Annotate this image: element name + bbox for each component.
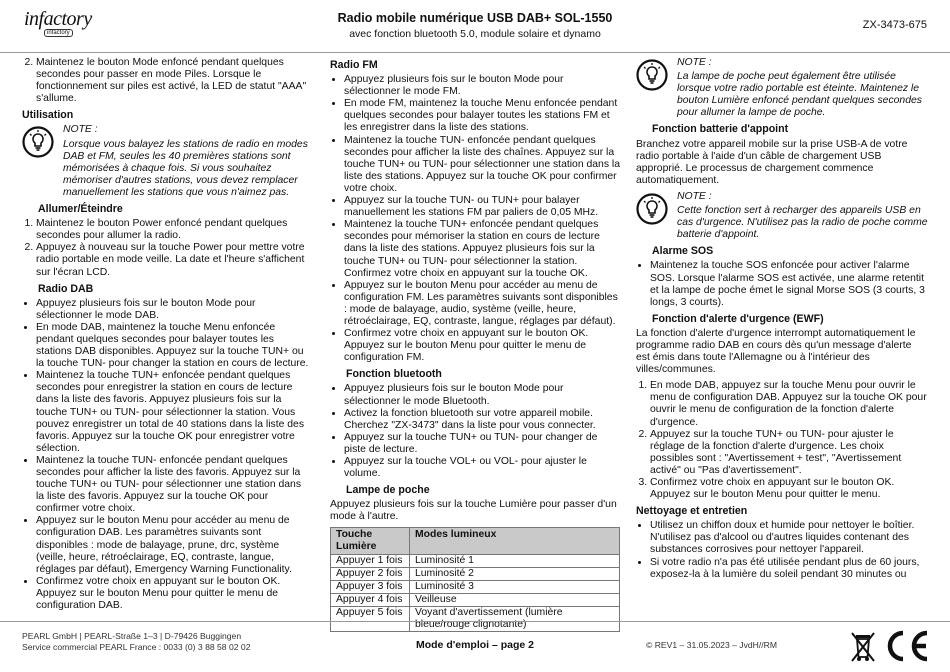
column-3 bbox=[636, 57, 928, 585]
table-row bbox=[331, 581, 620, 594]
list-item: • Confirmez votre choix en appuyant sur le bouton OK. Appuyez sur le bouton Menu pour quitter le menu de configuration DAB. bbox=[36, 576, 310, 612]
section-heading-care: Nettoyage et entretien bbox=[636, 505, 748, 518]
sos-list bbox=[636, 260, 928, 308]
list-item: • Maintenez la touche SOS enfoncée pour activer l'alarme SOS. Lorsque l'alarme SOS est activée, une alarme retentit et la lampe de poche émet le signal Morse SOS (3 courts, 3 longs, 3 courts). bbox=[650, 260, 928, 308]
table-cell: Luminosité 1 bbox=[410, 555, 620, 568]
revision-info: © REV1 – 31.05.2023 – JvdH//RM bbox=[646, 640, 778, 650]
lightbulb-icon bbox=[636, 191, 670, 241]
table-cell: Appuyer 4 fois bbox=[331, 594, 410, 607]
lightbulb-icon bbox=[636, 57, 670, 119]
page-number: Mode d'emploi – page 2 bbox=[415, 639, 535, 651]
list-item: • Confirmez votre choix en appuyant sur le bouton OK. Appuyez sur le bouton Menu pour quitter le menu de configuration FM. bbox=[344, 328, 620, 364]
table-header-cell: Modes lumineux bbox=[410, 528, 620, 555]
list-item: • Activez la fonction bluetooth sur votre appareil mobile. Cherchez "ZX-3473" dans la liste pour vous connecter. bbox=[344, 408, 620, 432]
note-text: Cette fonction sert à recharger des appareils USB en cas d'urgence. N'utilisez pas la radio de poche comme batterie d'appoint. bbox=[677, 205, 928, 241]
column-2 bbox=[330, 57, 620, 632]
list-item: • Appuyez plusieurs fois sur le bouton Mode pour sélectionner le mode FM. bbox=[344, 74, 620, 98]
fm-list bbox=[330, 74, 620, 364]
care-list bbox=[636, 520, 928, 580]
list-item: • Appuyez sur le bouton Menu pour accéder au menu de configuration FM. Les paramètres suivants sont disponibles : mode de balayage, audio, système (veille, heure, rétroéclairage, EQ, contraste, langue, réglages par défaut). bbox=[344, 280, 620, 328]
section-heading-bluetooth: Fonction bluetooth bbox=[346, 368, 442, 381]
table-cell: Voyant d'avertissement (lumière bleue/rouge clignotante) bbox=[410, 607, 620, 632]
section-heading-dab: Radio DAB bbox=[38, 282, 94, 295]
note-title: NOTE : bbox=[63, 124, 98, 136]
dab-list bbox=[22, 298, 310, 612]
list-item: • En mode FM, maintenez la touche Menu enfoncée pendant quelques secondes pour balayer toutes les stations FM et les enregistrer dans la liste des stations. bbox=[344, 98, 620, 134]
weee-bin-icon bbox=[848, 627, 878, 667]
table-header-cell: Touche Lumière bbox=[331, 528, 410, 555]
table-cell: Appuyer 5 fois bbox=[331, 607, 410, 632]
list-item: • Maintenez la touche TUN+ enfoncée pendant quelques secondes pour enregistrer la station en cours de lecture dans la liste des favoris. Appuyez plusieurs fois sur la touche TUN+ ou TUN- pour sélectionner la station. Vous pouvez enregistrer un total de 40 stations dans la liste des favoris. Appuyez sur la touche OK pour enregistrer votre sélection. bbox=[36, 370, 310, 455]
list-item: • Maintenez la touche TUN- enfoncée pendant quelques secondes pour afficher la liste des favoris. Appuyez sur la touche TUN+ ou TUN- pour sélectionner une station dans la liste des favoris. Appuyez sur la touche OK pour confirmer votre choix. bbox=[36, 455, 310, 515]
list-item: • Appuyez plusieurs fois sur le bouton Mode pour sélectionner le mode Bluetooth. bbox=[344, 383, 620, 407]
table-row bbox=[331, 594, 620, 607]
table-cell: Appuyer 1 fois bbox=[331, 555, 410, 568]
company-address: PEARL GmbH | PEARL-Straße 1–3 | D-79426 Buggingen bbox=[22, 631, 242, 641]
lightbulb-icon bbox=[22, 124, 56, 199]
brand-logo-sub: infactory bbox=[44, 29, 73, 37]
section-heading-utilisation: Utilisation bbox=[22, 109, 74, 122]
power-list bbox=[22, 218, 310, 278]
note-box bbox=[636, 191, 928, 241]
service-contact: Service commercial PEARL France : 0033 (0) 3 88 58 02 02 bbox=[22, 642, 251, 652]
ce-mark-icon bbox=[882, 627, 930, 667]
list-item: • En mode DAB, maintenez la touche Menu enfoncée pendant quelques secondes pour balayer toutes les stations DAB disponibles. Appuyez sur la touche TUN+ ou la touche TUN- pour changer la station en cours de lecture. bbox=[36, 322, 310, 370]
page-header bbox=[0, 0, 950, 53]
list-item: • Appuyez plusieurs fois sur le bouton Mode pour sélectionner le mode DAB. bbox=[36, 298, 310, 322]
note-title: NOTE : bbox=[677, 190, 712, 202]
list-item: 1. Maintenez le bouton Power enfoncé pendant quelques secondes pour allumer la radio. bbox=[36, 218, 310, 242]
section-heading-sos: Alarme SOS bbox=[652, 245, 714, 258]
section-heading-power: Allumer/Éteindre bbox=[38, 203, 123, 216]
list-item: • Si votre radio n'a pas été utilisée pendant plus de 60 jours, exposez-la à la lumière du soleil pendant 30 minutes ou bbox=[650, 557, 928, 581]
note-box bbox=[636, 57, 928, 119]
table-cell: Luminosité 2 bbox=[410, 568, 620, 581]
battery-mode-list bbox=[22, 57, 310, 105]
table-cell: Veilleuse bbox=[410, 594, 620, 607]
list-item: 1. En mode DAB, appuyez sur la touche Menu pour ouvrir le menu de configuration DAB. Appuyez sur la touche OK pour ouvrir le menu de configuration de la fonction d'alerte d'urgence. bbox=[650, 380, 928, 428]
document-subtitle: avec fonction bluetooth 5.0, module solaire et dynamo bbox=[349, 28, 601, 40]
battery-text: Branchez votre appareil mobile sur la prise USB-A de votre radio portable à l'aide d'un câble de chargement USB approprié. Le processus de chargement commence automatiquement. bbox=[636, 138, 908, 186]
document-title: Radio mobile numérique USB DAB+ SOL-1550 bbox=[337, 11, 613, 25]
note-text: La lampe de poche peut également être utilisée lorsque votre radio portable est éteinte. Maintenez le bouton Lumière enfoncé pendant quelques secondes pour allumer la lampe de poche. bbox=[677, 71, 922, 119]
list-item: • Maintenez la touche TUN- enfoncée pendant quelques secondes pour afficher la liste des chaînes. Appuyez sur la touche TUN+ ou TUN- pour sélectionner une station dans la liste des stations. Appuyez sur la touche OK pour confirmer votre choix. bbox=[344, 135, 620, 195]
bluetooth-list bbox=[330, 383, 620, 480]
list-item: • Appuyez sur le bouton Menu pour accéder au menu de configuration DAB. Les paramètres suivants sont disponibles : mode de balayage, prune, drc, système (veille, heure, rétroéclairage, EQ, contraste, langue, réglages par défaut), Emergency Warning Functionality. bbox=[36, 515, 310, 575]
table-cell: Appuyer 3 fois bbox=[331, 581, 410, 594]
list-item: • Utilisez un chiffon doux et humide pour nettoyer le boîtier. N'utilisez pas d'alcool ou d'autres liquides contenant des substances corrosives pour nettoyer l'appareil. bbox=[650, 520, 928, 556]
table-cell: Luminosité 3 bbox=[410, 581, 620, 594]
brand-logo: infactory bbox=[24, 8, 92, 30]
lamp-text: Appuyez plusieurs fois sur la touche Lumière pour passer d'un mode à l'autre. bbox=[330, 499, 617, 523]
list-item: • Appuyez sur la touche TUN- ou TUN+ pour balayer manuellement les stations FM par paliers de 0,05 MHz. bbox=[344, 195, 620, 219]
light-modes-table bbox=[330, 527, 620, 632]
note-box bbox=[22, 124, 310, 199]
ewf-list bbox=[636, 380, 928, 501]
table-header-row bbox=[331, 528, 620, 555]
list-item: 2. Appuyez sur la touche TUN+ ou TUN- pour ajuster le réglage de la fonction d'alerte d'urgence. Les choix possibles sont : "Avertissement + test", "Avertissement activé" ou "Pas d'avertissement". bbox=[650, 429, 928, 477]
list-item: • Maintenez la touche TUN+ enfoncée pendant quelques secondes pour mémoriser la station en cours de lecture dans la liste des stations. Appuyez plusieurs fois sur la touche TUN+ ou TUN- pour sélectionner la station. Confirmez votre choix en appuyant sur la touche OK. bbox=[344, 219, 620, 279]
page-footer bbox=[0, 621, 950, 672]
note-title: NOTE : bbox=[677, 57, 712, 68]
table-row bbox=[331, 568, 620, 581]
table-row bbox=[331, 555, 620, 568]
list-item: • Appuyez sur la touche VOL+ ou VOL- pour ajuster le volume. bbox=[344, 456, 620, 480]
table-cell: Appuyer 2 fois bbox=[331, 568, 410, 581]
list-item: 3. Confirmez votre choix en appuyant sur le bouton OK. Appuyez sur le bouton Menu pour quitter le menu. bbox=[650, 477, 928, 501]
list-item: • Appuyez sur la touche TUN+ ou TUN- pour changer de piste de lecture. bbox=[344, 432, 620, 456]
section-heading-lamp: Lampe de poche bbox=[346, 484, 430, 497]
section-heading-battery: Fonction batterie d'appoint bbox=[652, 123, 789, 136]
section-heading-fm: Radio FM bbox=[330, 59, 378, 71]
note-text: Lorsque vous balayez les stations de radio en modes DAB et FM, seules les 40 premières stations sont mémorisées à chaque fois. Si vous souhaitez mémoriser d'autres stations, vous devez remplacer manuellement les stations que vous n'aimez pas. bbox=[63, 138, 308, 198]
column-1 bbox=[22, 57, 310, 616]
document-number: ZX-3473-675 bbox=[862, 19, 927, 31]
list-item: 2. Appuyez à nouveau sur la touche Power pour mettre votre radio portable en mode veille. La date et l'heure s'affichent sur l'écran LCD. bbox=[36, 242, 310, 278]
ewf-text: La fonction d'alerte d'urgence interrompt automatiquement le programme radio DAB en cours dès qu'un message d'alerte est émis dans toute l'Allemagne ou à l'intérieur des villes/communes. bbox=[636, 327, 916, 376]
list-item: 2. Maintenez le bouton Mode enfoncé pendant quelques secondes pour passer en mode Piles. Lorsque le fonctionnement sur piles est activé, la LED de statut "AAA" s'allume. bbox=[36, 57, 310, 105]
section-heading-ewf: Fonction d'alerte d'urgence (EWF) bbox=[652, 312, 824, 325]
